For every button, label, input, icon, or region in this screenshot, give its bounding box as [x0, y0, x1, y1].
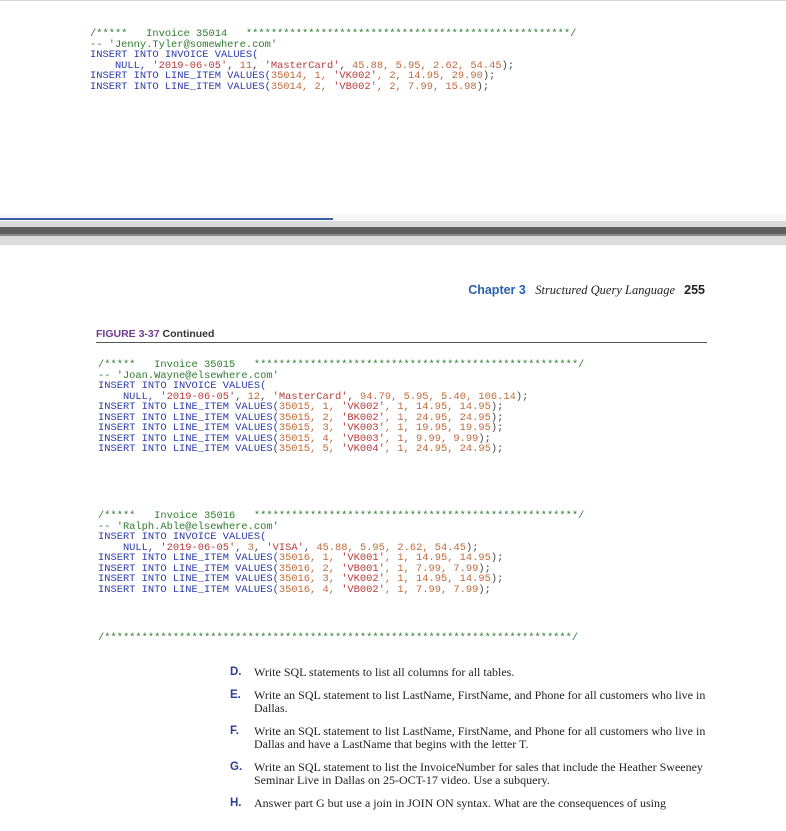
- question-h: [230, 797, 715, 811]
- code-line: [98, 585, 584, 596]
- code-token: INSERT INTO LINE_ITEM VALUES(: [90, 80, 271, 93]
- code-token: 'VK002': [341, 401, 385, 413]
- code-line: [90, 82, 576, 93]
- chapter-title: Structured Query Language: [535, 283, 676, 297]
- code-token: INSERT INTO LINE_ITEM VALUES(: [98, 573, 279, 585]
- code-token: );: [465, 541, 479, 554]
- code-token: );: [490, 411, 504, 424]
- code-block-end: [98, 633, 578, 644]
- figure-caption: [96, 328, 214, 340]
- code-token: INSERT INTO LINE_ITEM VALUES(: [98, 411, 279, 424]
- code-token: 'VK001': [341, 552, 385, 564]
- code-token: INSERT INTO INVOICE VALUES(: [98, 380, 267, 392]
- exercise-questions: [230, 666, 715, 819]
- code-token: 45.88, 5.95, 2.62, 54.45: [316, 541, 466, 554]
- code-token: INSERT INTO INVOICE VALUES(: [90, 49, 259, 61]
- code-token: INSERT INTO INVOICE VALUES(: [98, 531, 267, 543]
- code-token: NULL,: [90, 59, 153, 72]
- code-token: /***** Invoice 35016 ****************************************************/: [98, 510, 585, 522]
- code-token: 94.79, 5.95, 5.40, 106.14: [359, 390, 516, 403]
- code-token: ,: [235, 390, 248, 403]
- code-block-invoice-35014: [90, 29, 576, 92]
- separator-scroll-indicator: [0, 218, 333, 220]
- separator-band: [0, 227, 786, 234]
- code-token: ,: [347, 390, 360, 403]
- code-token: 35015, 3,: [278, 422, 342, 434]
- code-token: INSERT INTO LINE_ITEM VALUES(: [98, 552, 279, 564]
- code-token: 'VK002': [333, 70, 377, 82]
- code-token: 'VK003': [341, 422, 385, 434]
- code-token: ,: [339, 59, 352, 72]
- code-token: INSERT INTO LINE_ITEM VALUES(: [98, 401, 279, 413]
- code-token: , 1, 14.95, 14.95: [384, 573, 491, 585]
- question-f: [230, 725, 715, 752]
- code-token: INSERT INTO LINE_ITEM VALUES(: [98, 422, 279, 434]
- code-token: 35016, 3,: [278, 573, 342, 585]
- code-token: , 1, 24.95, 24.95: [384, 443, 491, 455]
- question-text: Write an SQL statement to list LastName, FirstName, and Phone for all customers who live in Dallas and have a LastName that begins with the letter T.: [254, 723, 706, 751]
- code-token: 'VB002': [341, 583, 385, 596]
- code-token: 35016, 2,: [278, 562, 342, 575]
- code-block-invoice-35015: [98, 360, 584, 455]
- code-token: , 1, 19.95, 19.95: [384, 422, 491, 434]
- code-token: INSERT INTO LINE_ITEM VALUES(: [98, 432, 279, 445]
- code-line: [98, 444, 584, 455]
- code-token: INSERT INTO LINE_ITEM VALUES(: [98, 443, 279, 455]
- code-token: '2019-06-05': [160, 390, 236, 403]
- question-text: Answer part G but use a join in JOIN ON syntax. What are the consequences of using: [254, 795, 667, 810]
- page-separator: [0, 214, 786, 245]
- code-token: '2019-06-05': [160, 541, 236, 554]
- question-label: F.: [230, 724, 239, 737]
- question-d: [230, 666, 715, 680]
- code-token: 35014, 1,: [270, 70, 334, 82]
- question-text: Write an SQL statement to list LastName, FirstName, and Phone for all customers who live in Dallas.: [254, 687, 706, 715]
- code-token: /***** Invoice 35015 ****************************************************/: [98, 359, 585, 371]
- code-token: , 1, 9.99, 9.99: [384, 432, 479, 445]
- code-token: );: [490, 573, 504, 585]
- code-token: );: [482, 70, 496, 82]
- code-token: , 1, 7.99, 7.99: [384, 583, 479, 596]
- code-token: -- 'Joan.Wayne@elsewhere.com': [98, 369, 279, 382]
- code-token: 35015, 1,: [278, 401, 342, 413]
- code-token: '2019-06-05': [152, 59, 228, 72]
- code-line: [98, 633, 578, 644]
- code-token: 'VISA': [266, 541, 304, 554]
- question-g: [230, 761, 715, 788]
- code-token: );: [490, 443, 504, 455]
- code-token: , 1, 24.95, 24.95: [384, 411, 491, 424]
- code-token: ,: [260, 390, 273, 403]
- code-token: );: [490, 422, 504, 434]
- code-token: 'VB001': [341, 562, 385, 575]
- code-token: );: [515, 390, 529, 403]
- separator-band-lower: [0, 234, 786, 236]
- code-token: );: [476, 80, 490, 93]
- page-header: [440, 283, 705, 298]
- code-token: 'VK004': [341, 443, 385, 455]
- question-text: Write an SQL statement to list the InvoiceNumber for sales that include the Heather Sweeney Seminar Live in Dallas on 25-OCT-17 video. Use a subquery.: [254, 759, 703, 787]
- code-token: , 1, 7.99, 7.99: [384, 562, 479, 575]
- code-token: ,: [235, 541, 248, 554]
- code-token: INSERT INTO LINE_ITEM VALUES(: [90, 70, 271, 82]
- code-token: , 2, 7.99, 15.98: [376, 80, 477, 93]
- code-block-invoice-35016: [98, 511, 584, 595]
- code-token: , 1, 14.95, 14.95: [384, 552, 491, 564]
- code-token: INSERT INTO LINE_ITEM VALUES(: [98, 583, 279, 596]
- code-token: 'VB002': [333, 80, 377, 93]
- code-token: /***** Invoice 35014 ****************************************************/: [90, 28, 577, 40]
- top-edge: [0, 0, 786, 1]
- question-label: G.: [230, 760, 243, 773]
- code-token: 3: [247, 541, 254, 554]
- code-token: , 2, 14.95, 29.90: [376, 70, 483, 82]
- question-label: D.: [230, 666, 242, 678]
- code-token: 35015, 4,: [278, 432, 342, 445]
- code-token: 'MasterCard': [272, 390, 348, 403]
- question-label: E.: [230, 688, 241, 701]
- code-token: 35015, 5,: [278, 443, 342, 455]
- code-token: 35014, 2,: [270, 80, 334, 93]
- code-token: 35016, 1,: [278, 552, 342, 564]
- code-token: NULL,: [98, 390, 161, 403]
- code-token: );: [490, 552, 504, 564]
- code-token: ,: [227, 59, 240, 72]
- chapter-number: Chapter 3: [468, 283, 526, 297]
- code-token: 11: [239, 59, 253, 72]
- figure-number: FIGURE 3-37: [96, 328, 160, 340]
- code-token: 35015, 2,: [278, 411, 342, 424]
- code-token: NULL,: [98, 541, 161, 554]
- code-token: 35016, 4,: [278, 583, 342, 596]
- code-token: 45.88, 5.95, 2.62, 54.45: [351, 59, 502, 72]
- code-token: );: [478, 583, 491, 596]
- code-token: INSERT INTO LINE_ITEM VALUES(: [98, 562, 279, 575]
- code-token: );: [501, 59, 515, 72]
- code-token: );: [478, 562, 491, 575]
- code-token: 'BK002': [341, 411, 385, 424]
- figure-label: Continued: [162, 328, 215, 340]
- code-token: -- 'Ralph.Able@elsewhere.com': [98, 520, 279, 533]
- code-token: 'VK002': [341, 573, 385, 585]
- code-token: /***************************************************************************/: [98, 632, 579, 644]
- code-token: ,: [253, 541, 267, 554]
- question-e: [230, 689, 715, 716]
- page-number: 255: [684, 283, 705, 297]
- code-token: 'VB003': [341, 432, 385, 445]
- code-token: -- 'Jenny.Tyler@somewhere.com': [90, 38, 278, 51]
- code-token: 'MasterCard': [264, 59, 340, 72]
- code-token: );: [478, 432, 491, 445]
- code-token: );: [490, 401, 504, 413]
- code-token: ,: [303, 541, 317, 554]
- figure-rule: [96, 342, 707, 343]
- question-text: Write SQL statements to list all columns for all tables.: [254, 665, 515, 679]
- code-token: , 1, 14.95, 14.95: [384, 401, 491, 413]
- question-label: H.: [230, 796, 242, 809]
- code-token: ,: [252, 59, 265, 72]
- code-token: 12: [247, 390, 261, 403]
